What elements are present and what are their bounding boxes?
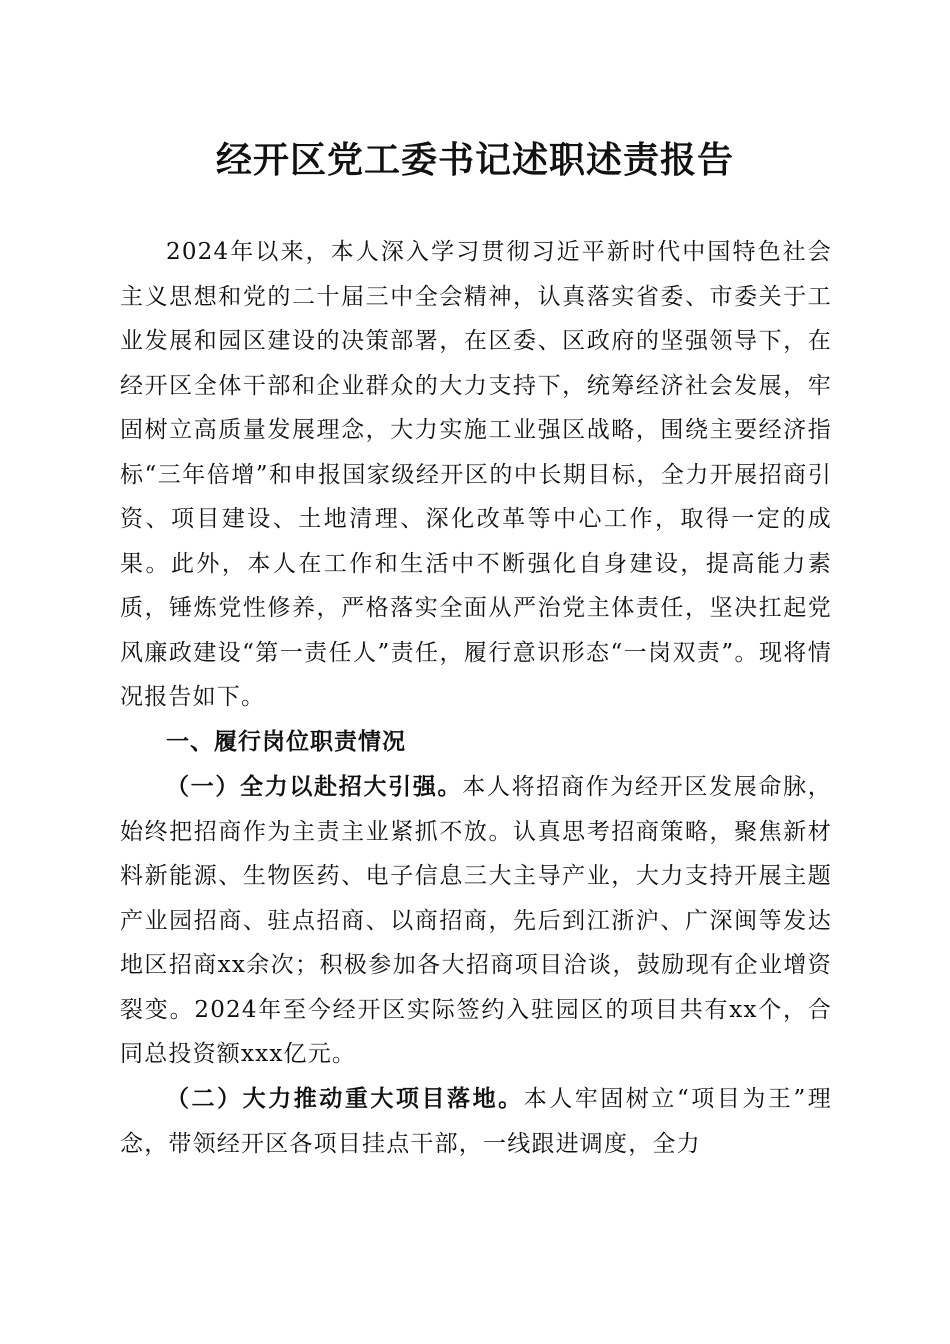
section-heading: 一、履行岗位职责情况 (166, 728, 406, 755)
item-two-paragraph (120, 1077, 832, 1166)
item-two-lead: （二）大力推动重大项目落地。 (166, 1085, 524, 1112)
item-one-lead: （一）全力以赴招大引强。 (166, 773, 463, 800)
item-two-text: 本人牢固树立“项目为王”理念，带领经开区各项目挂点干部，一线跟进调度，全力 (120, 1086, 832, 1157)
document-title: 经开区党工委书记述职述责报告 (215, 139, 734, 181)
intro-paragraph: 2024年以来，本人深入学习贯彻习近平新时代中国特色社会主义思想和党的二十届三中全会精神，认真落实省委、市委关于工业发展和园区建设的决策部署，在区委、区政府的坚强领导下，在经开区全体干部和企业群众的大力支持下，统筹经济社会发展，牢固树立高质量发展理念，大力实施工业强区战略，围绕主要经济指标“三年倍增”和申报国家级经开区的中长期目标，全力开展招商引资、项目建设、土地清理、深化改革等中心工作，取得一定的成果。此外，本人在工作和生活中不断强化自身建设，提高能力素质，锤炼党性修养，严格落实全面从严治党主体责任，坚决扛起党风廉政建设“第一责任人”责任，履行意识形态“一岗双责”。现将情况报告如下。 (120, 239, 832, 710)
item-one-text: 本人将招商作为经开区发展命脉，始终把招商作为主责主业紧抓不放。认真思考招商策略，聚焦新材料新能源、生物医药、电子信息三大主导产业，大力支持开展主题产业园招商、驻点招商、以商招商，先后到江浙沪、广深闽等发达地区招商xx余次；积极参加各大招商项目洽谈，鼓励现有企业增资裂变。2024年至今经开区实际签约入驻园区的项目共有xx个，合同总投资额xxx亿元。 (120, 774, 832, 1067)
item-one-paragraph (120, 765, 832, 1077)
